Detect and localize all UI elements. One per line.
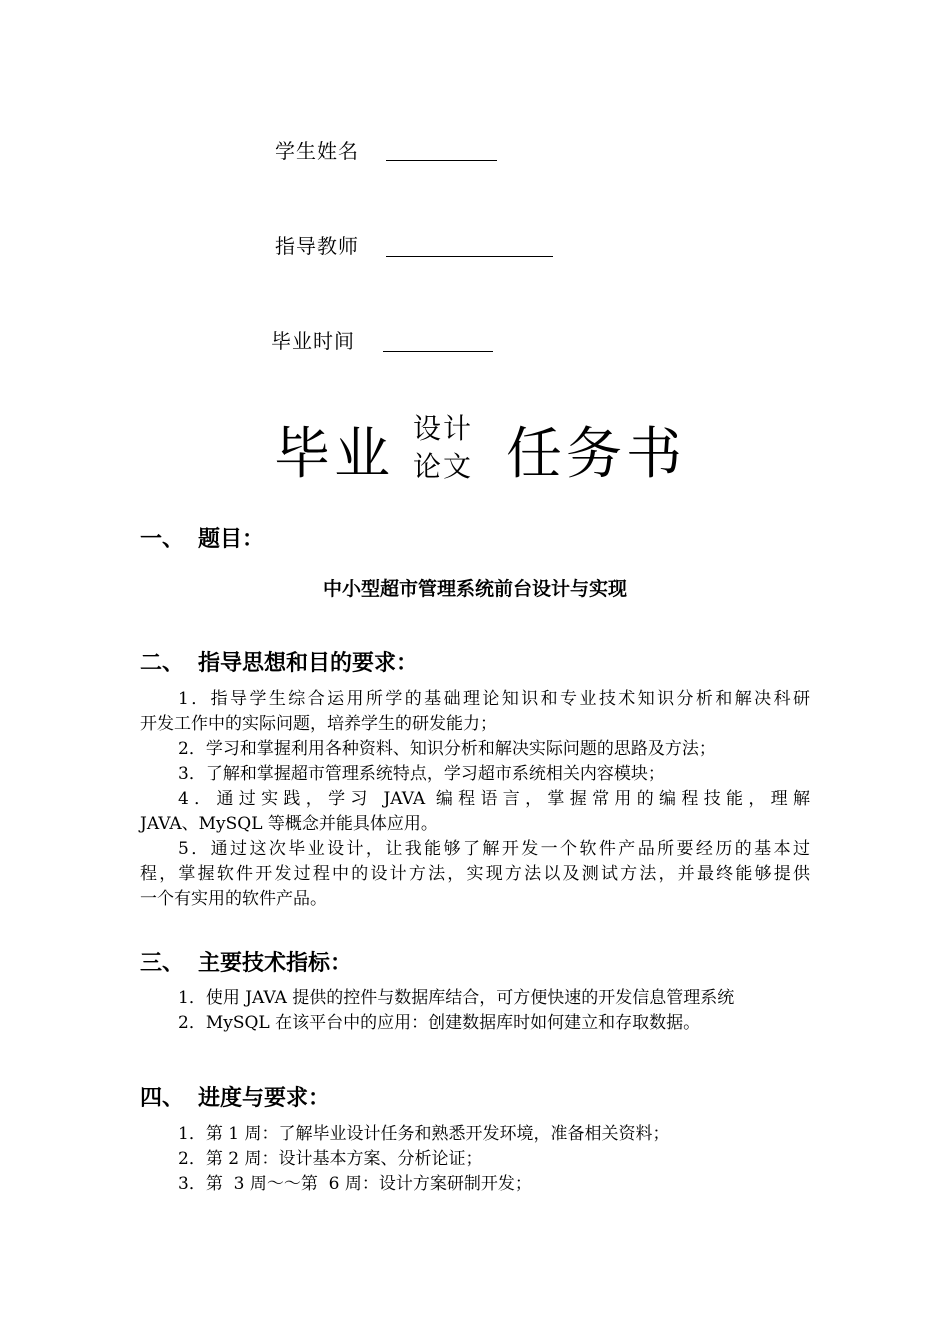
s2-line-1: 1．指导学生综合运用所学的基础理论知识和专业技术知识分析和解决科研 [178,689,810,709]
section-4-title: 进度与要求： [198,1086,331,1111]
s2-line-6: JAVA、MySQL 等概念并能具体应用。 [140,814,438,834]
title-stack-top: 设计 [413,412,474,445]
student-name-line[interactable] [386,160,497,161]
s2-line-2: 开发工作中的实际问题，培养学生的研发能力； [140,714,497,734]
section-1-title: 题目： [198,527,265,552]
advisor-label: 指导教师 [275,234,359,258]
section-1-heading [140,527,264,553]
thesis-topic: 中小型超市管理系统前台设计与实现 [322,578,627,600]
graduation-time-line[interactable] [383,351,493,352]
s2-line-4: 3．了解和掌握超市管理系统特点，学习超市系统相关内容模块； [178,764,665,784]
section-4-number: 四、 [140,1086,185,1111]
s4-line-3: 3．第 3 周～～第 6 周：设计方案研制开发； [178,1174,532,1194]
s2-line-9: 一个有实用的软件产品。 [140,889,327,909]
s4-line-1: 1．第 1 周：了解毕业设计任务和熟悉开发环境，准备相关资料； [178,1124,670,1144]
s2-line-3: 2．学习和掌握利用各种资料、知识分析和解决实际问题的思路及方法； [178,739,716,759]
section-2-number: 二、 [140,651,185,676]
title-stack-bottom: 论文 [413,450,474,483]
student-name-label: 学生姓名 [275,139,359,163]
section-2-title: 指导思想和目的要求： [198,651,419,676]
s3-line-2: 2．MySQL 在该平台中的应用：创建数据库时如何建立和存取数据。 [178,1013,701,1033]
title-right: 任务书 [506,422,686,487]
s2-line-7: 5．通过这次毕业设计，让我能够了解开发一个软件产品所要经历的基本过 [178,839,810,859]
graduation-time-label: 毕业时间 [271,329,355,353]
section-3-number: 三、 [140,951,185,976]
section-2-heading [140,651,418,677]
section-4-heading [140,1086,330,1112]
s4-line-2: 2．第 2 周：设计基本方案、分析论证； [178,1149,483,1169]
section-1-number: 一、 [140,527,185,552]
s2-line-8: 程，掌握软件开发过程中的设计方法，实现方法以及测试方法，并最终能够提供 [140,864,810,884]
title-left: 毕业 [274,422,394,487]
section-3-title: 主要技术指标： [198,951,353,976]
advisor-line[interactable] [386,256,553,257]
s2-line-5: 4．通过实践，学习 JAVA 编程语言，掌握常用的编程技能，理解 [178,789,810,809]
section-3-heading [140,951,352,977]
s3-line-1: 1．使用 JAVA 提供的控件与数据库结合，可方便快速的开发信息管理系统 [178,988,735,1008]
